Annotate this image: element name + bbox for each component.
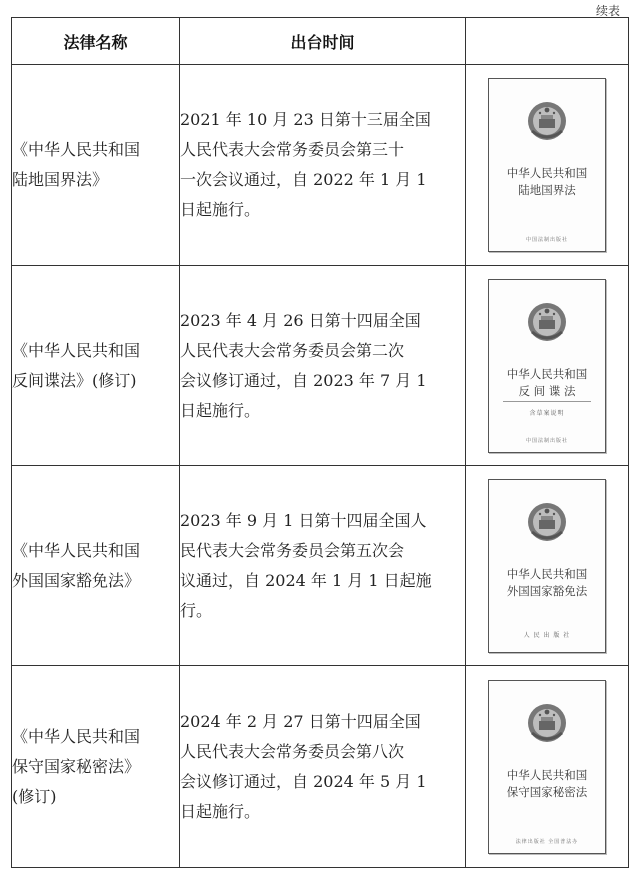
laws-table <box>11 17 629 868</box>
book-title <box>489 165 605 199</box>
book-title <box>489 566 605 600</box>
book-title-line: 中华人民共和国 <box>506 566 588 581</box>
table-row <box>12 666 629 868</box>
header-cover <box>466 18 629 65</box>
law-name-cell <box>12 666 180 868</box>
book-subtitle: 人 民 出 版 社 <box>523 631 571 639</box>
table-row <box>12 266 629 466</box>
issue-time-cell <box>180 466 466 666</box>
book-title-line: 外国国家豁免法 <box>506 583 588 598</box>
law-name-line: 外国国家豁免法》 <box>12 570 141 590</box>
national-emblem-icon <box>526 302 568 344</box>
law-name-line: (修订) <box>12 786 57 806</box>
issue-time-line: 2023 年 9 月 1 日第十四届全国人 <box>180 510 427 530</box>
book-publisher: 中国法制出版社 <box>525 237 568 243</box>
issue-time-line: 会议修订通过，自 2024 年 5 月 1 <box>180 771 427 791</box>
book-cover-image <box>488 479 606 653</box>
law-name-cell <box>12 266 180 466</box>
law-name-line: 《中华人民共和国 <box>12 340 141 360</box>
book-cover-image <box>488 78 606 252</box>
table-row <box>12 466 629 666</box>
book-title <box>489 767 605 801</box>
cover-divider <box>503 401 591 402</box>
issue-time-line: 行。 <box>180 600 213 620</box>
issue-time-line: 2024 年 2 月 27 日第十四届全国 <box>180 711 421 731</box>
national-emblem-icon <box>526 502 568 544</box>
law-name-cell <box>12 466 180 666</box>
book-publisher: 中国法制出版社 <box>525 437 568 444</box>
issue-time-line: 人民代表大会常务委员会第三十 <box>180 140 405 159</box>
book-title-line: 陆地国界法 <box>518 183 576 197</box>
issue-time-line: 日起施行。 <box>180 400 261 420</box>
issue-time-line: 民代表大会常务委员会第五次会 <box>180 540 405 560</box>
law-name-line: 《中华人民共和国 <box>12 140 141 159</box>
issue-time-line: 议通过，自 2024 年 1 月 1 日起施 <box>180 570 432 590</box>
book-cover-image <box>488 680 606 854</box>
law-name-line: 《中华人民共和国 <box>12 726 141 746</box>
book-cover-cell <box>466 266 629 466</box>
issue-time-line: 2023 年 4 月 26 日第十四届全国 <box>180 310 421 330</box>
table-row <box>12 65 629 266</box>
table-header-row <box>12 18 629 65</box>
law-name-line: 陆地国界法》 <box>12 170 109 189</box>
book-subtitle: 含草案说明 <box>529 409 565 417</box>
issue-time-line: 一次会议通过，自 2022 年 1 月 1 <box>180 170 427 189</box>
book-title-line: 中华人民共和国 <box>506 166 588 180</box>
book-cover-cell <box>466 65 629 266</box>
issue-time-line: 会议修订通过，自 2023 年 7 月 1 <box>180 370 427 390</box>
issue-time-line: 日起施行。 <box>180 200 261 219</box>
issue-time-cell <box>180 666 466 868</box>
book-title-line: 保守国家秘密法 <box>506 784 588 799</box>
book-title-line: 中华人民共和国 <box>506 767 588 782</box>
book-cover-cell <box>466 466 629 666</box>
book-title-line: 中华人民共和国 <box>506 366 588 381</box>
book-cover-image <box>488 279 606 453</box>
issue-time-line: 人民代表大会常务委员会第二次 <box>180 340 405 360</box>
national-emblem-icon <box>526 703 568 745</box>
issue-time-line: 2021 年 10 月 23 日第十三届全国 <box>180 110 431 129</box>
law-name-line: 反间谍法》(修订) <box>12 370 137 390</box>
law-name-line: 保守国家秘密法》 <box>12 756 141 776</box>
law-name-line: 《中华人民共和国 <box>12 540 141 560</box>
header-law-name: 法律名称 <box>12 18 180 65</box>
header-issue-time: 出台时间 <box>180 18 466 65</box>
book-publisher: 法律出版社 全国普法办 <box>515 838 579 845</box>
book-title <box>489 366 605 400</box>
law-name-cell <box>12 65 180 266</box>
book-cover-cell <box>466 666 629 868</box>
book-title-line: 反 间 谍 法 <box>518 383 576 398</box>
issue-time-line: 人民代表大会常务委员会第八次 <box>180 741 405 761</box>
continued-label: 续表 <box>595 4 620 18</box>
issue-time-line: 日起施行。 <box>180 801 261 821</box>
issue-time-cell <box>180 65 466 266</box>
issue-time-cell <box>180 266 466 466</box>
national-emblem-icon <box>526 101 568 143</box>
